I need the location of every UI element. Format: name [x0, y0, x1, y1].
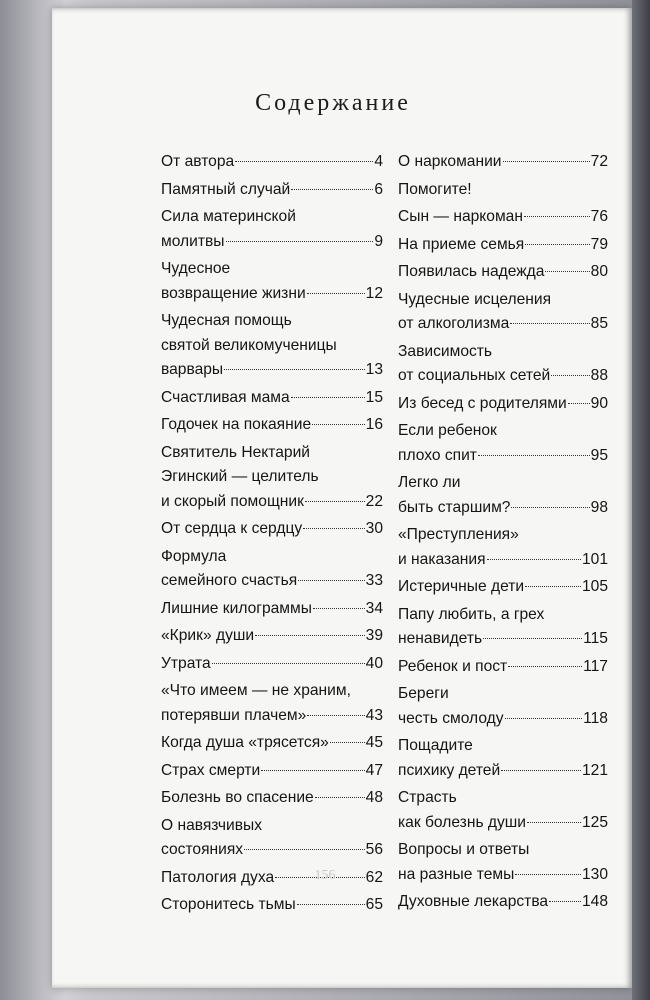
toc-entry-line	[161, 545, 383, 570]
toc-page-number: 56	[365, 841, 383, 858]
toc-dot-leader	[483, 637, 582, 639]
toc-entry	[398, 392, 608, 417]
toc-entry	[398, 260, 608, 285]
toc-entry	[398, 682, 608, 731]
toc-entry-line	[398, 288, 608, 313]
toc-entry-line	[161, 838, 383, 863]
toc-entry-line	[398, 444, 608, 469]
toc-dot-leader	[303, 527, 364, 529]
toc-entry-title: и наказания	[398, 550, 486, 568]
toc-entry	[161, 624, 383, 649]
toc-entry-title: Помогите!	[398, 180, 472, 198]
toc-entry-title: Болезнь во спасение	[161, 789, 314, 806]
toc-entry-title: Если ребенок	[398, 422, 497, 439]
toc-entry-line	[398, 178, 608, 203]
toc-entry-line	[161, 893, 383, 918]
toc-entry	[161, 545, 383, 594]
toc-page-number: 125	[581, 813, 608, 831]
toc-entry-title: как болезнь души	[398, 813, 527, 831]
toc-entry-title: О наркомании	[398, 153, 502, 170]
toc-entry	[161, 441, 383, 515]
toc-entry-title: Сын — наркоман	[398, 208, 523, 225]
toc-entry-line	[398, 340, 608, 365]
toc-entry-title: Чудесная помощь	[161, 312, 292, 329]
toc-entry	[398, 288, 608, 337]
toc-page-number: 12	[365, 284, 383, 302]
toc-dot-leader	[487, 558, 581, 560]
toc-entry-line	[398, 471, 608, 496]
toc-entry-title: Патология духа	[161, 868, 275, 886]
toc-dot-leader	[568, 402, 590, 404]
toc-dot-leader	[224, 368, 365, 370]
toc-page-number: 79	[590, 235, 608, 253]
toc-dot-leader	[508, 665, 582, 667]
toc-dot-leader	[510, 322, 589, 324]
toc-entry	[398, 890, 608, 915]
toc-dot-leader	[305, 500, 365, 502]
toc-entry-line	[398, 811, 608, 836]
toc-page-number: 76	[590, 208, 608, 225]
toc-entry-title: потерявши плачем»	[161, 706, 307, 724]
toc-entry	[161, 731, 383, 756]
toc-entry-line	[161, 441, 383, 466]
toc-entry-title: честь смолоду	[398, 709, 504, 727]
toc-entry	[398, 471, 608, 520]
toc-entry-line	[398, 759, 608, 784]
toc-page-number: 34	[365, 599, 383, 617]
toc-entry-title: Сила материнской	[161, 208, 296, 225]
toc-entry-title: Годочек на покаяние	[161, 416, 312, 433]
toc-page-number: 6	[374, 180, 383, 198]
toc-dot-leader	[313, 607, 365, 609]
toc-entry-line	[161, 704, 383, 729]
toc-entry-line	[398, 312, 608, 337]
toc-page-number: 80	[590, 263, 608, 280]
toc-entry-title: на разные темы	[398, 865, 515, 883]
toc-page-number: 47	[365, 761, 383, 779]
toc-page-number: 15	[365, 388, 383, 406]
toc-entry-title: «Что имеем — не храним,	[161, 682, 351, 699]
toc-entry-line	[398, 655, 608, 680]
toc-entry-line	[161, 309, 383, 334]
toc-entry-title: Папу любить, а грех	[398, 605, 545, 623]
toc-page-number: 65	[365, 896, 383, 913]
toc-entry	[398, 205, 608, 230]
toc-entry-title: Эгинский — целитель	[161, 468, 319, 485]
toc-entry-title: Лишние килограммы	[161, 599, 312, 617]
toc-entry-title: Чудесное	[161, 260, 231, 277]
toc-dot-leader	[244, 848, 365, 850]
toc-right-column	[398, 150, 608, 918]
toc-entry-line	[161, 517, 383, 542]
toc-entry-title: Утрата	[161, 654, 211, 672]
toc-entry-title: варвары	[161, 361, 224, 378]
toc-entry-title: от алкоголизма	[398, 315, 510, 332]
toc-entry-title: Памятный случай	[161, 180, 291, 198]
toc-page-number: 90	[590, 394, 608, 412]
toc-entry-line	[161, 178, 383, 203]
toc-entry	[398, 786, 608, 835]
toc-entry-line	[161, 358, 383, 383]
toc-entry	[161, 257, 383, 306]
toc-entry-title: Появилась надежда	[398, 263, 545, 280]
toc-dot-leader	[226, 240, 374, 242]
toc-entry-line	[161, 759, 383, 784]
toc-page-number: 148	[581, 893, 608, 910]
toc-entry	[161, 309, 383, 383]
toc-entry-line	[161, 652, 383, 677]
toc-entry	[161, 814, 383, 863]
toc-entry-line	[398, 734, 608, 759]
toc-entry-line	[398, 496, 608, 521]
toc-left-column	[161, 150, 383, 921]
toc-entry-line	[161, 257, 383, 282]
toc-entry-line	[161, 490, 383, 515]
toc-entry	[398, 340, 608, 389]
toc-entry-line	[398, 548, 608, 573]
toc-page-number: 45	[365, 734, 383, 751]
toc-dot-leader	[315, 796, 365, 798]
toc-page-number: 98	[590, 498, 608, 516]
toc-entry-line	[398, 627, 608, 652]
toc-entry-line	[398, 838, 608, 863]
toc-entry-line	[398, 707, 608, 732]
toc-entry-line	[398, 419, 608, 444]
toc-entry	[161, 386, 383, 411]
toc-dot-leader	[255, 634, 365, 636]
toc-dot-leader	[298, 579, 365, 581]
toc-dot-leader	[297, 903, 365, 905]
toc-entry-line	[161, 150, 383, 175]
toc-page-number: 40	[365, 654, 383, 672]
toc-entry-title: Страсть	[398, 789, 457, 806]
toc-entry-line	[398, 233, 608, 258]
toc-dot-leader	[261, 769, 364, 771]
toc-entry-line	[161, 205, 383, 230]
toc-entry-line	[161, 597, 383, 622]
toc-entry	[161, 652, 383, 677]
toc-dot-leader	[235, 160, 373, 162]
toc-entry-line	[161, 814, 383, 839]
toc-entry-title: и скорый помощник	[161, 492, 304, 510]
toc-page-number: 121	[581, 761, 608, 779]
toc-page-number: 39	[365, 627, 383, 644]
toc-entry-title: О навязчивых	[161, 816, 263, 834]
toc-entry-line	[398, 575, 608, 600]
toc-page-number: 72	[590, 153, 608, 170]
toc-dot-leader	[307, 714, 364, 716]
toc-dot-leader	[527, 821, 581, 823]
toc-entry-title: от социальных сетей	[398, 367, 551, 384]
toc-dot-leader	[501, 769, 581, 771]
toc-entry-title: святой великомученицы	[161, 336, 337, 354]
toc-entry-line	[161, 413, 383, 438]
toc-page-number: 118	[583, 709, 608, 727]
toc-entry	[161, 178, 383, 203]
toc-entry-title: Зависимость	[398, 342, 493, 360]
toc-entry-title: Формула	[161, 547, 227, 565]
toc-entry	[398, 655, 608, 680]
toc-entry	[161, 786, 383, 811]
toc-entry	[398, 734, 608, 783]
toc-entry-title: Счастливая мама	[161, 388, 290, 406]
toc-entry-line	[161, 624, 383, 649]
toc-entry-title: Святитель Нектарий	[161, 443, 311, 461]
toc-entry-line	[161, 334, 383, 359]
toc-entry-line	[161, 386, 383, 411]
toc-entry-title: возвращение жизни	[161, 284, 306, 302]
toc-entry-line	[398, 890, 608, 915]
toc-entry-line	[398, 786, 608, 811]
toc-entry	[398, 178, 608, 203]
toc-entry-title: Истеричные дети	[398, 578, 525, 595]
toc-page-number: 117	[583, 657, 608, 675]
toc-entry-line	[161, 282, 383, 307]
toc-entry	[161, 759, 383, 784]
toc-dot-leader	[212, 662, 365, 664]
toc-entry-line	[398, 392, 608, 417]
toc-dot-leader	[549, 900, 581, 902]
toc-entry-line	[398, 682, 608, 707]
toc-dot-leader	[545, 270, 589, 272]
toc-entry-title: Духовные лекарства	[398, 893, 549, 910]
toc-page-number: 33	[365, 572, 383, 589]
toc-dot-leader	[291, 396, 365, 398]
toc-dot-leader	[307, 292, 365, 294]
toc-entry	[398, 150, 608, 175]
toc-page-number: 105	[581, 578, 608, 595]
toc-entry	[161, 413, 383, 438]
toc-dot-leader	[551, 374, 589, 376]
toc-dot-leader	[505, 717, 583, 719]
toc-entry-title: Береги	[398, 685, 449, 702]
toc-page-number: 48	[365, 789, 383, 806]
toc-page-number: 30	[365, 520, 383, 537]
toc-page-number: 16	[365, 416, 383, 433]
toc-entry	[161, 893, 383, 918]
toc-entry	[161, 150, 383, 175]
toc-entry-title: «Преступления»	[398, 526, 519, 543]
toc-entry	[161, 517, 383, 542]
toc-page-number: 13	[365, 361, 383, 378]
toc-page-number: 88	[590, 367, 608, 384]
toc-page-number: 95	[590, 446, 608, 464]
toc-entry	[398, 575, 608, 600]
toc-entry	[398, 603, 608, 652]
toc-entry	[161, 679, 383, 728]
toc-entry-title: состояниях	[161, 841, 244, 858]
toc-entry-title: семейного счастья	[161, 572, 298, 589]
toc-entry-line	[161, 569, 383, 594]
toc-dot-leader	[478, 454, 590, 456]
toc-dot-leader	[525, 243, 589, 245]
toc-entry-line	[161, 679, 383, 704]
toc-entry-line	[161, 786, 383, 811]
toc-entry-line	[161, 731, 383, 756]
toc-entry-line	[398, 260, 608, 285]
toc-page-number: 4	[374, 153, 383, 170]
toc-entry-title: Чудесные исцеления	[398, 290, 552, 308]
toc-dot-leader	[312, 423, 365, 425]
page-title: Содержание	[255, 90, 411, 116]
toc-entry-title: Из бесед с родителями	[398, 394, 567, 412]
toc-entry-line	[161, 230, 383, 255]
toc-dot-leader	[503, 160, 590, 162]
toc-entry-title: От автора	[161, 153, 235, 170]
toc-entry-line	[161, 465, 383, 490]
toc-page-number: 115	[583, 630, 608, 647]
page-edge	[632, 0, 650, 1000]
toc-entry-title: молитвы	[161, 232, 225, 250]
toc-entry-line	[398, 150, 608, 175]
toc-entry-line	[398, 603, 608, 628]
toc-page-number: 62	[365, 868, 383, 886]
toc-entry	[398, 523, 608, 572]
toc-page-number: 85	[590, 315, 608, 332]
toc-entry-title: быть старшим?	[398, 498, 511, 516]
toc-entry-title: Пощадите	[398, 737, 473, 754]
toc-entry-title: Сторонитесь тьмы	[161, 896, 296, 913]
toc-entry-title: Ребенок и пост	[398, 657, 508, 675]
toc-entry-line	[398, 364, 608, 389]
toc-entry	[161, 205, 383, 254]
toc-dot-leader	[511, 506, 589, 508]
toc-entry-title: психику детей	[398, 761, 501, 779]
toc-page-number: 130	[581, 865, 608, 883]
toc-entry-line	[398, 523, 608, 548]
toc-dot-leader	[525, 585, 581, 587]
toc-entry-title: «Крик» души	[161, 627, 255, 644]
toc-page-number: 9	[374, 232, 383, 250]
toc-entry-line	[398, 205, 608, 230]
toc-entry	[161, 597, 383, 622]
toc-entry-title: плохо спит	[398, 446, 477, 464]
page-number: 156	[314, 868, 336, 883]
toc-entry	[398, 419, 608, 468]
toc-entry-title: Вопросы и ответы	[398, 841, 530, 858]
toc-dot-leader	[330, 741, 365, 743]
toc-dot-leader	[524, 215, 590, 217]
toc-entry-title: Страх смерти	[161, 761, 261, 779]
toc-dot-leader	[291, 188, 373, 190]
toc-page-number: 101	[581, 550, 608, 568]
toc-entry-title: Легко ли	[398, 474, 461, 491]
toc-entry-title: ненавидеть	[398, 630, 483, 647]
toc-page-number: 22	[365, 492, 383, 510]
toc-entry-title: От сердца к сердцу	[161, 520, 303, 537]
toc-entry-title: На приеме семья	[398, 235, 525, 253]
toc-entry	[398, 233, 608, 258]
toc-page-number: 43	[365, 706, 383, 724]
toc-entry-title: Когда душа «трясется»	[161, 734, 329, 751]
